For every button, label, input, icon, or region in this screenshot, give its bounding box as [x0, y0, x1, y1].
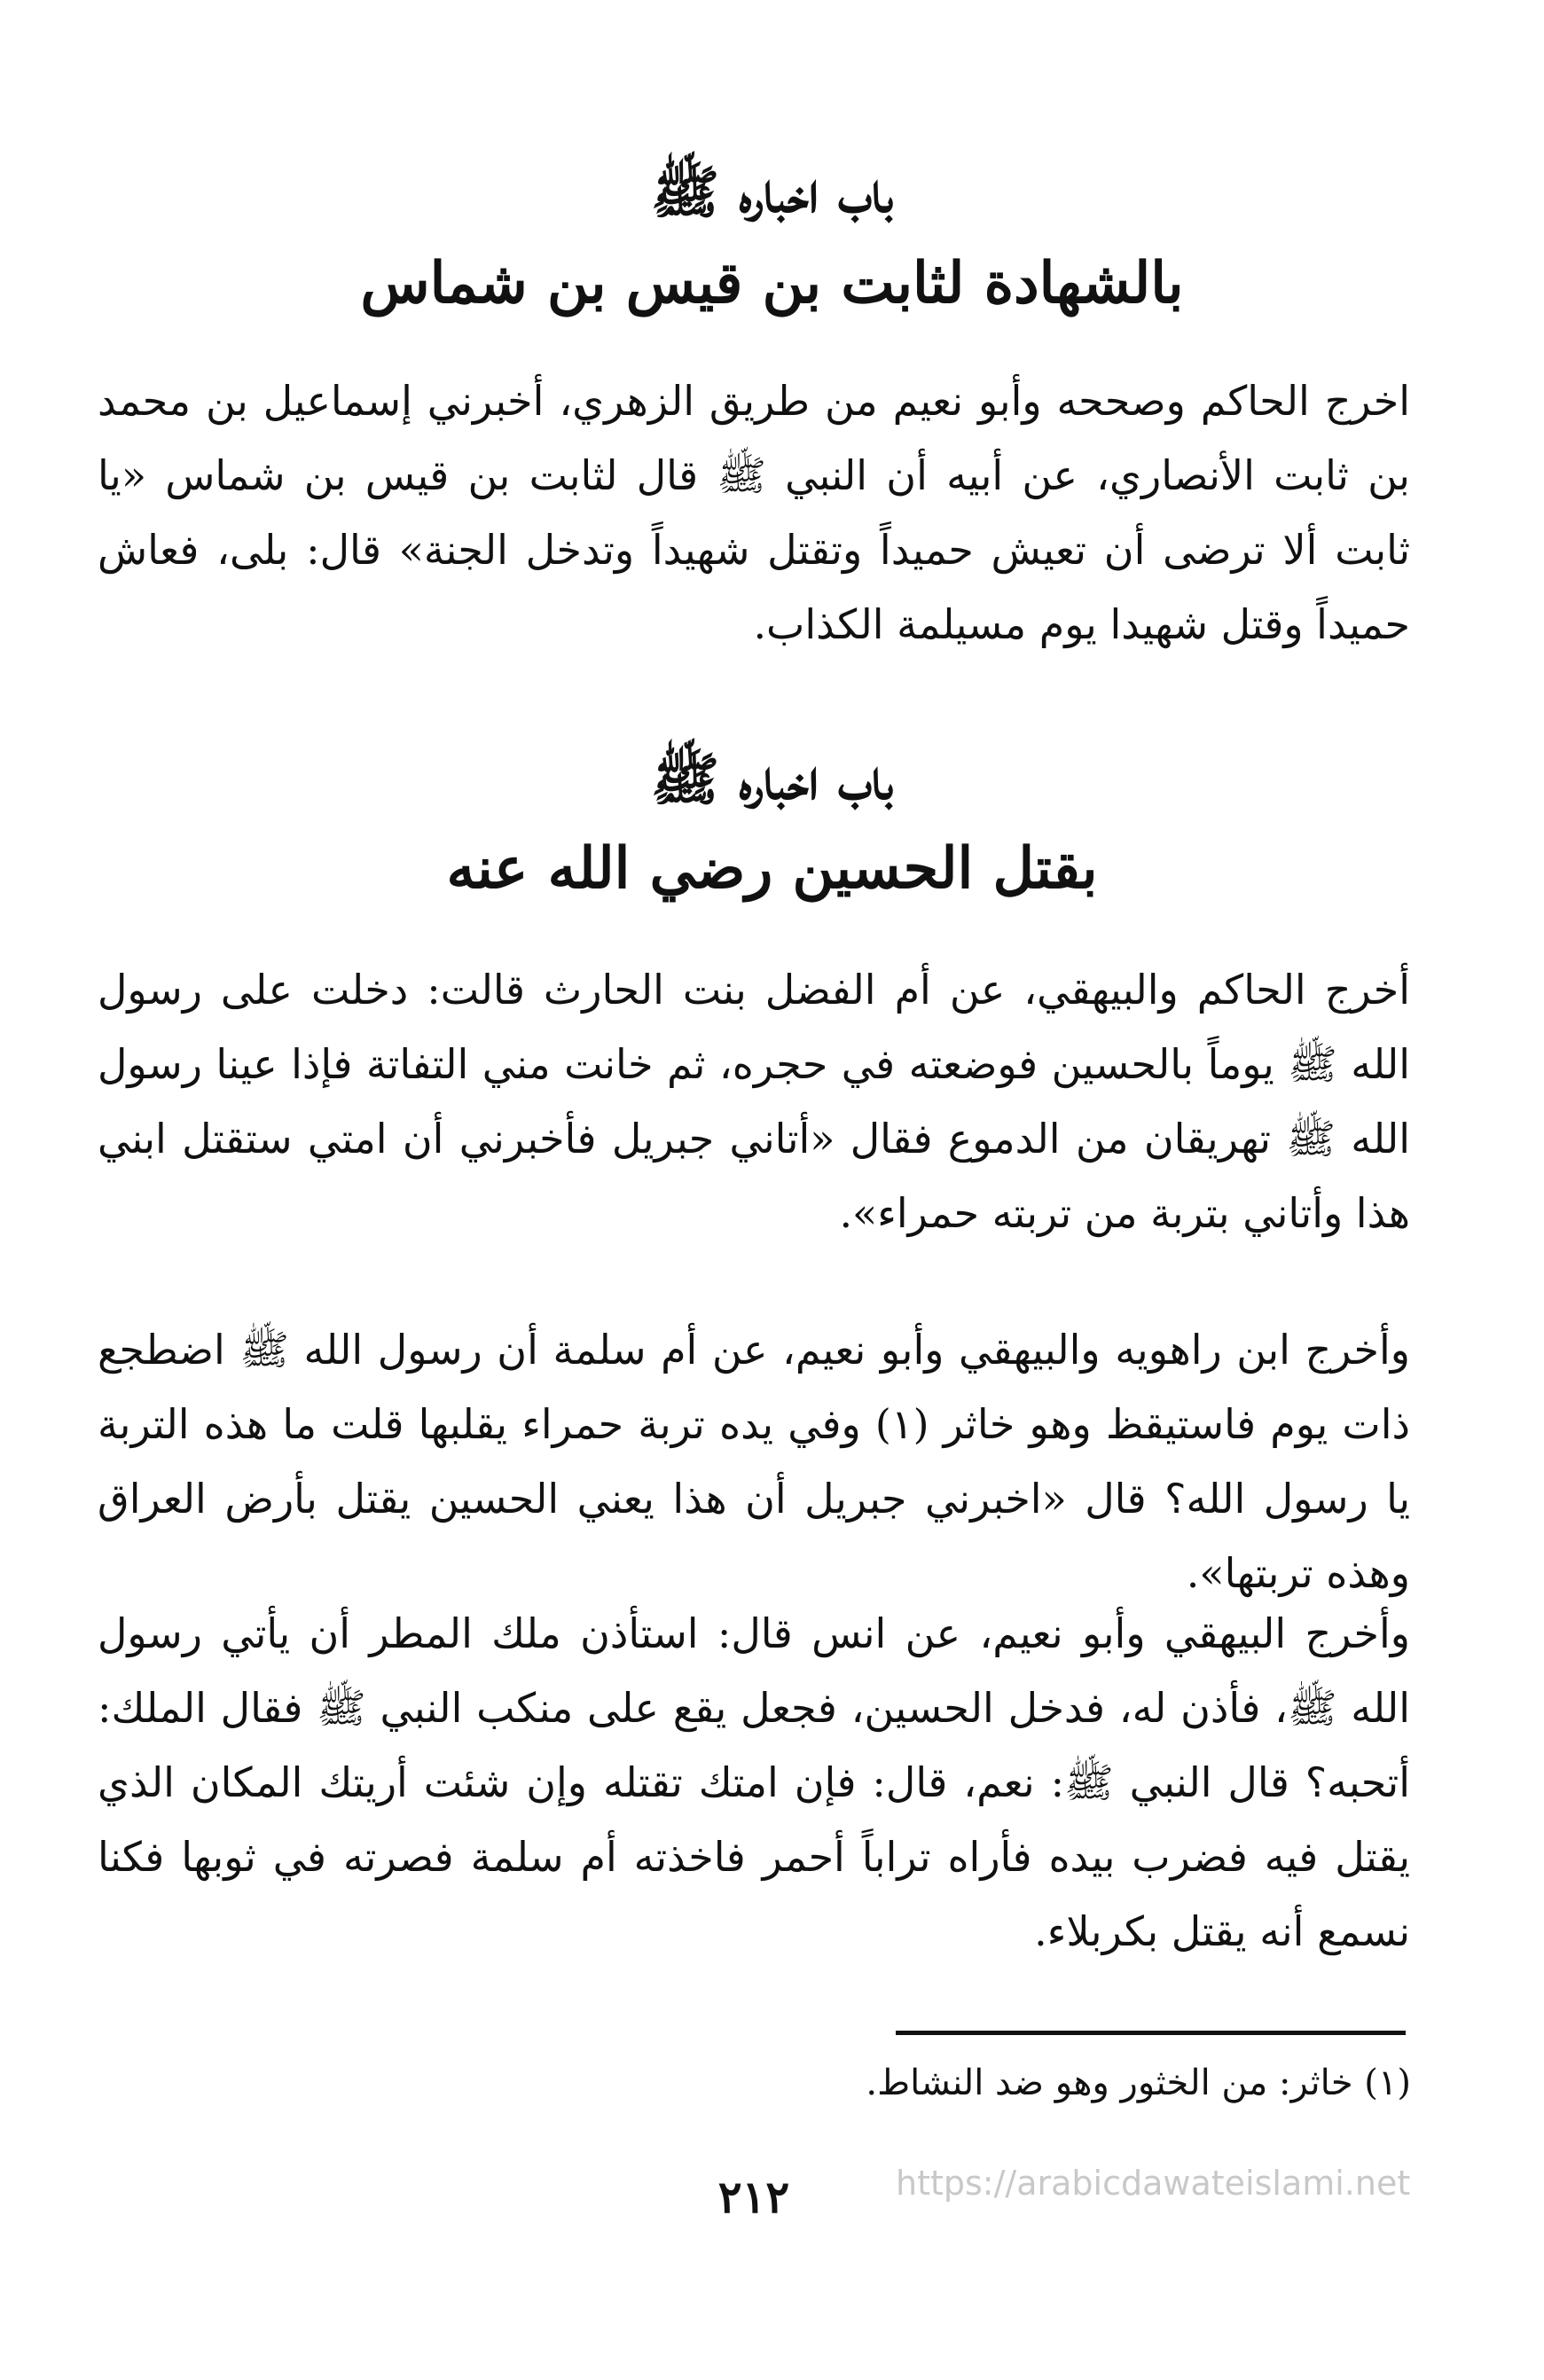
section2-title-line1: باب اخباره ﷺ [650, 747, 894, 813]
section2-paragraph-1: أخرج الحاكم والبيهقي، عن أم الفضل بنت الحارث قالت: دخلت على رسول الله ﷺ يوماً بالحسين فوضعته في حجره، ثم خانت مني التفاتة فإذا عينا رسول الله ﷺ تهريقان من الدموع فقال «أتاني جبريل فأخبرني أن امتي ستقتل ابني هذا وأتاني بتربة من تربته حمراء». [98, 966, 1410, 1237]
section2-title-line2: بقتل الحسين رضي الله عنه [446, 835, 1098, 902]
footnote: (١) خاثر: من الخثور وهو ضد النشاط. [866, 2063, 1411, 2103]
section2-paragraph-3: وأخرج البيهقي وأبو نعيم، عن انس قال: استأذن ملك المطر أن يأتي رسول الله ﷺ، فأذن له، فدخل الحسين، فجعل يقع على منكب النبي ﷺ فقال الملك: أتحبه؟ قال النبي ﷺ: نعم، قال: فإن امتك تقتله وإن شئت أريتك المكان الذي يقتل فيه فضرب بيده فأراه تراباً أحمر فاخذته أم سلمة فصرته في ثوبها فكنا نسمع أنه يقتل بكربلاء. [98, 1609, 1410, 1955]
page-number: ٢١٢ [717, 2171, 790, 2223]
watermark-url: https://arabicdawateislami.net [896, 2164, 1411, 2203]
section2-paragraph-2: وأخرج ابن راهويه والبيهقي وأبو نعيم، عن أم سلمة أن رسول الله ﷺ اضطجع ذات يوم فاستيقظ وهو خاثر (١) وفي يده تربة حمراء يقلبها قلت ما هذه التربة يا رسول الله؟ قال «اخبرني جبريل أن هذا يعني الحسين يقتل بأرض العراق وهذه تربتها». [98, 1326, 1410, 1597]
section1-title-line2: بالشهادة لثابت بن قيس بن شماس [360, 250, 1184, 317]
section1-paragraph: اخرج الحاكم وصححه وأبو نعيم من طريق الزهري، أخبرني إسماعيل بن محمد بن ثابت الأنصاري، عن أبيه أن النبي ﷺ قال لثابت بن قيس بن شماس «يا ثابت ألا ترضى أن تعيش حميداً وتقتل شهيداً وتدخل الجنة» قال: بلى، فعاش حميداً وقتل شهيدا يوم مسيلمة الكذاب. [98, 377, 1410, 648]
footnote-divider [896, 2031, 1406, 2035]
section1-title-line1: باب اخباره ﷺ [650, 160, 894, 226]
